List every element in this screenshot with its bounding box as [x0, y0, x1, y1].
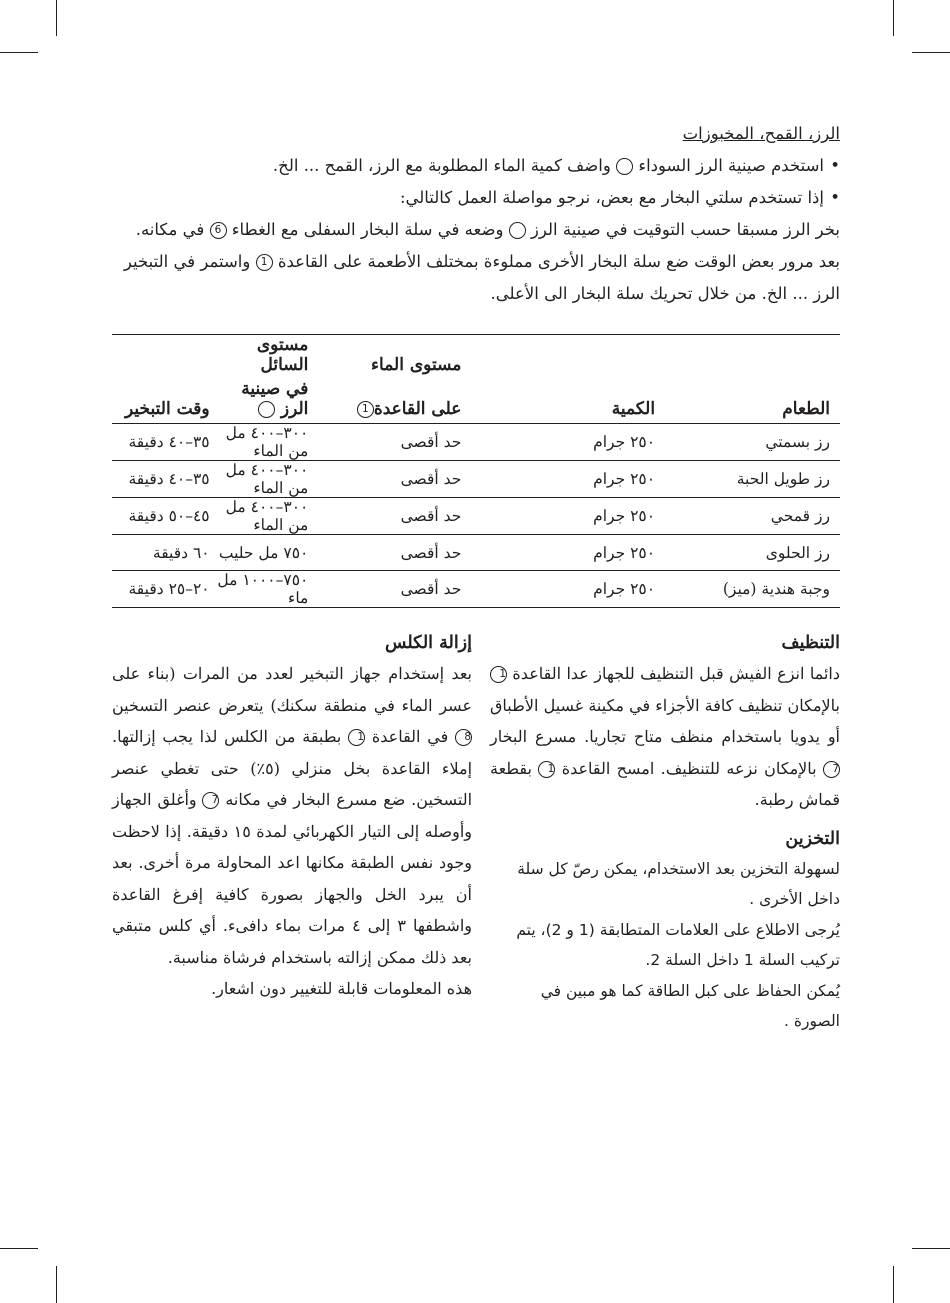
descaling-section	[112, 628, 472, 1005]
text: يُمكن الحفاظ على كبل الطاقة كما هو مبين في الصورة .	[540, 981, 840, 1030]
cleaning-section	[490, 628, 840, 1037]
water-cell: حد أقصى	[338, 461, 493, 498]
section-title: إزالة الكلس	[385, 633, 472, 653]
disclaimer: هذه المعلومات قابلة للتغيير دون اشعار.	[211, 979, 472, 998]
number-marker: 1	[256, 254, 273, 271]
number-marker: 6	[210, 222, 227, 239]
number-marker: 7	[823, 761, 840, 778]
liquid-cell: ٣٠٠–٤٠٠ مل من الماء	[210, 461, 339, 498]
time-cell: ٤٥–٥٠ دقيقة	[112, 498, 210, 535]
text: دائما انزع الفيش قبل التنظيف للجهاز عدا القاعدة	[512, 664, 840, 683]
crop-mark	[893, 0, 894, 36]
table-row	[112, 461, 840, 498]
crop-mark	[893, 1266, 894, 1303]
water-cell: حد أقصى	[338, 571, 493, 608]
food-cell: رز قمحي	[677, 498, 840, 535]
section-title: التخزين	[785, 828, 840, 849]
number-marker: 1	[348, 729, 365, 746]
liquid-level-header: مستوى السائل	[210, 335, 339, 380]
liquid-cell: ٣٠٠–٤٠٠ مل من الماء	[210, 498, 339, 535]
text: وأغلق الجهاز وأوصله إلى التيار الكهربائي لمدة ١٥ دقيقة. إذا لاحظت وجود نفس الطبقة مكانها اعد المحاولة مرة أخرى. بعد أن يبرد الخل والجهاز بصورة كافية إفرغ القاعدة واشطفها ٣ إلى ٤ مرات بماء دافىء. أي كلس متبقي بعد ذلك ممكن إزالته باستخدام فرشاة مناسبة.	[112, 790, 473, 967]
text: يُرجى الاطلاع على العلامات المتطابقة (1 و 2)، يتم تركيب السلة 1 داخل السلة 2.	[516, 920, 840, 969]
food-cell: رز طويل الحبة	[677, 461, 840, 498]
quantity-cell: ٢٥٠ جرام	[493, 535, 677, 571]
quantity-cell: ٢٥٠ جرام	[493, 571, 677, 608]
bullet-item	[112, 150, 840, 182]
food-cell: وجبة هندية (ميز)	[677, 571, 840, 608]
paragraph	[112, 214, 840, 310]
text: بقطعة قماش رطبة.	[490, 758, 840, 809]
number-marker: 1	[357, 401, 374, 418]
time-cell: ٢٠–٢٥ دقيقة	[112, 571, 210, 608]
rice-tray-icon	[509, 222, 526, 239]
number-marker: 7	[202, 792, 219, 809]
liquid-level-header	[210, 379, 339, 424]
liquid-cell: ٧٥٠–١٠٠٠ مل ماء	[210, 571, 339, 608]
paragraph	[490, 854, 840, 1037]
header-text: على القاعدة	[373, 399, 462, 419]
table-row	[112, 535, 840, 571]
crop-mark	[912, 52, 950, 53]
time-cell: ٣٥–٤٠ دقيقة	[112, 424, 210, 461]
water-cell: حد أقصى	[338, 498, 493, 535]
quantity-header: الكمية	[493, 379, 677, 424]
text: بالإمكان تنظيف كافة الأجزاء في مكينة غسيل الأطباق أو يدويا باستخدام منظف متاح تجاريا. مسرع البخار	[490, 695, 840, 746]
table-row	[112, 571, 840, 608]
water-level-header	[338, 379, 493, 424]
table-row	[112, 498, 840, 535]
liquid-cell: ٣٠٠–٤٠٠ مل من الماء	[210, 424, 339, 461]
food-cell: رز الحلوى	[677, 535, 840, 571]
crop-mark	[0, 1248, 38, 1249]
time-cell: ٣٥–٤٠ دقيقة	[112, 461, 210, 498]
section-heading: الرز، القمح، المخبوزات	[682, 124, 840, 143]
quantity-cell: ٢٥٠ جرام	[493, 498, 677, 535]
crop-mark	[56, 0, 57, 36]
text: وضعه في سلة البخار السفلى مع الغطاء	[231, 220, 504, 239]
text: في القاعدة	[371, 727, 449, 746]
text: في مكانه. بعد مرور بعض الوقت ضع سلة البخار الأخرى مملوءة بمختلف الأطعمة على القاعدة	[135, 220, 840, 271]
bullet-text: واضف كمية الماء المطلوبة مع الرز، القمح ... الخ.	[272, 156, 611, 175]
number-marker: 1	[538, 761, 555, 778]
text: بالإمكان نزعه للتنظيف. امسح القاعدة	[561, 758, 817, 778]
bullet-item	[112, 182, 840, 214]
quantity-cell: ٢٥٠ جرام	[493, 424, 677, 461]
quantity-cell: ٢٥٠ جرام	[493, 461, 677, 498]
header-text: في صينية الرز	[241, 379, 309, 419]
rice-tray-icon	[616, 158, 633, 175]
bullet-text: استخدم صينية الرز السوداء	[638, 156, 824, 175]
food-header: الطعام	[677, 379, 840, 424]
bullet-icon: •	[830, 156, 840, 175]
water-cell: حد أقصى	[338, 424, 493, 461]
water-cell: حد أقصى	[338, 535, 493, 571]
header-row	[112, 335, 840, 380]
number-marker: 8	[455, 729, 472, 746]
text: لسهولة التخزين بعد الاستخدام، يمكن رصّ كل سلة داخل الأخرى .	[517, 859, 840, 908]
time-header: وقت التبخير	[112, 379, 210, 424]
text: واستمر في التبخير الرز ... الخ. من خلال تحريك سلة البخار الى الأعلى.	[123, 252, 840, 303]
water-level-header: مستوى الماء	[338, 335, 493, 380]
number-marker: 1	[490, 666, 507, 683]
text: بخر الرز مسبقا حسب التوقيت في صينية الرز	[530, 220, 840, 239]
food-cell: رز بسمتي	[677, 424, 840, 461]
liquid-cell: ٧٥٠ مل حليب	[210, 535, 339, 571]
rice-tray-icon	[258, 401, 275, 418]
text: بعد إستخدام جهاز التبخير لعدد من المرات (بناء على عسر الماء في منطقة سكنك) يتعرض عنصر التسخين	[112, 664, 472, 715]
table-row	[112, 424, 840, 461]
bullet-icon: •	[830, 188, 840, 207]
time-cell: ٦٠ دقيقة	[112, 535, 210, 571]
cooking-table	[112, 334, 840, 608]
crop-mark	[0, 52, 38, 53]
rice-instructions	[112, 118, 840, 310]
section-title: التنظيف	[781, 633, 840, 653]
bullet-text: إذا تستخدم سلتي البخار مع بعض، نرجو مواصلة العمل كالتالي:	[399, 188, 824, 207]
paragraph	[112, 658, 472, 973]
paragraph	[490, 658, 840, 816]
crop-mark	[912, 1248, 950, 1249]
header-row	[112, 379, 840, 424]
text: بطبقة من الكلس لذا يجب إزالتها. إملاء القاعدة بخل منزلي (٥٪) حتى تغطي عنصر التسخين. ضع مسرع البخار في مكانه	[112, 727, 473, 809]
crop-mark	[56, 1266, 57, 1303]
